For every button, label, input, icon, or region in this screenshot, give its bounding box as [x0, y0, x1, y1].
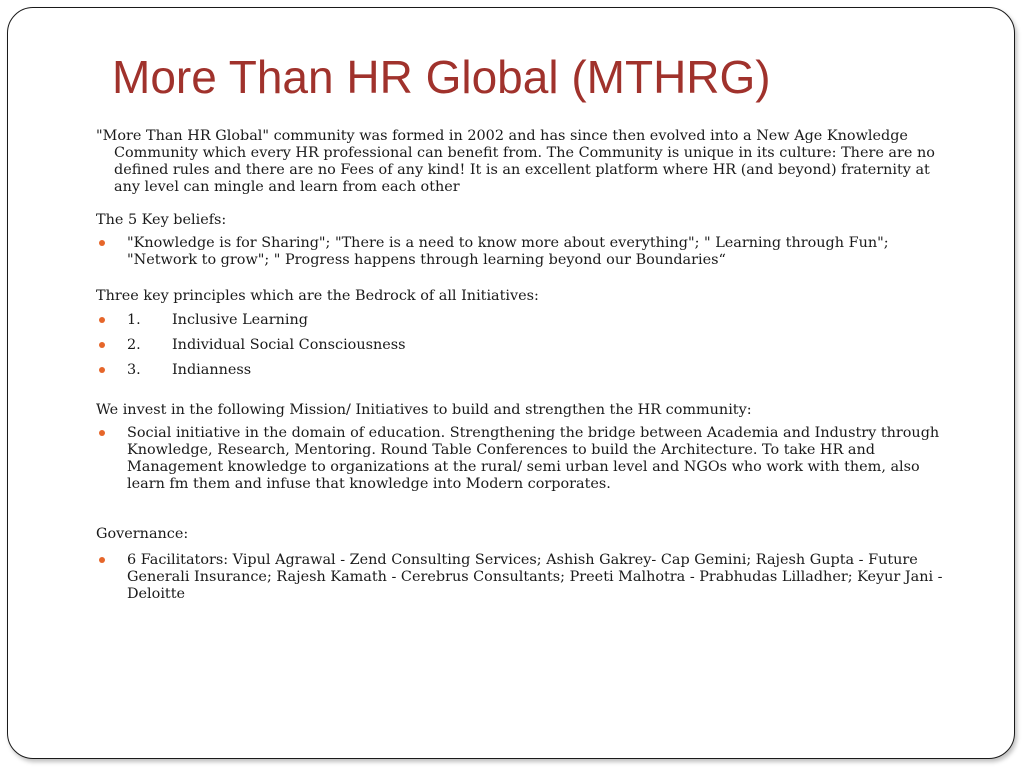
- principle-text: Inclusive Learning: [172, 312, 308, 328]
- intro-paragraph: "More Than HR Global" community was formed in 2002 and has since then evolved into a New Age Knowledge Community which every HR professional can benefit from. The Community is unique in its culture: There are no defined rules and there are no Fees of any kind! It is an excellent platform where HR (and beyond) fraternity at any level can mingle and learn from each other: [96, 128, 935, 195]
- list-item: [96, 362, 956, 379]
- bullet-icon: [99, 317, 105, 323]
- principles-heading: Three key principles which are the Bedrock of all Initiatives:: [96, 288, 539, 304]
- governance-heading: Governance:: [96, 526, 189, 542]
- bullet-icon: [99, 430, 105, 436]
- bullet-icon: [99, 557, 105, 563]
- beliefs-heading: The 5 Key beliefs:: [96, 212, 227, 228]
- list-item: [96, 235, 956, 269]
- beliefs-list: [96, 235, 956, 269]
- bullet-icon: [99, 240, 105, 246]
- list-item: [96, 425, 956, 493]
- principle-text: Indianness: [172, 362, 252, 378]
- governance-list: [96, 552, 956, 603]
- principle-number: 2.: [127, 337, 141, 353]
- list-item: [96, 552, 956, 603]
- mission-heading: We invest in the following Mission/ Initiatives to build and strengthen the HR community:: [96, 402, 752, 418]
- governance-text: 6 Facilitators: Vipul Agrawal - Zend Consulting Services; Ashish Gakrey- Cap Gemini; Rajesh Gupta - Future Generali Insurance; Rajesh Kamath - Cerebrus Consultants; Preeti Malhotra - Prabhudas Lilladher; Keyur Jani - Deloitte: [127, 552, 943, 602]
- principle-number: 3.: [127, 362, 141, 378]
- mission-text: Social initiative in the domain of education. Strengthening the bridge between Academia and Industry through Knowledge, Research, Mentoring. Round Table Conferences to build the Architecture. To take HR and Management knowledge to organizations at the rural/ semi urban level and NGOs who work with them, also learn fm them and infuse that knowledge into Modern corporates.: [127, 425, 940, 492]
- slide-title: More Than HR Global (MTHRG): [112, 51, 771, 103]
- principle-number: 1.: [127, 312, 141, 328]
- principle-text: Individual Social Consciousness: [172, 337, 406, 353]
- slide-content: [96, 128, 956, 603]
- mission-list: [96, 425, 956, 493]
- list-item: [96, 312, 956, 329]
- principles-list: [96, 312, 956, 379]
- list-item: [96, 337, 956, 354]
- bullet-icon: [99, 367, 105, 373]
- belief-text: "Knowledge is for Sharing"; "There is a need to know more about everything"; " Learning through Fun"; "Network to grow"; " Progress happens through learning beyond our Boundaries“: [127, 235, 889, 268]
- bullet-icon: [99, 342, 105, 348]
